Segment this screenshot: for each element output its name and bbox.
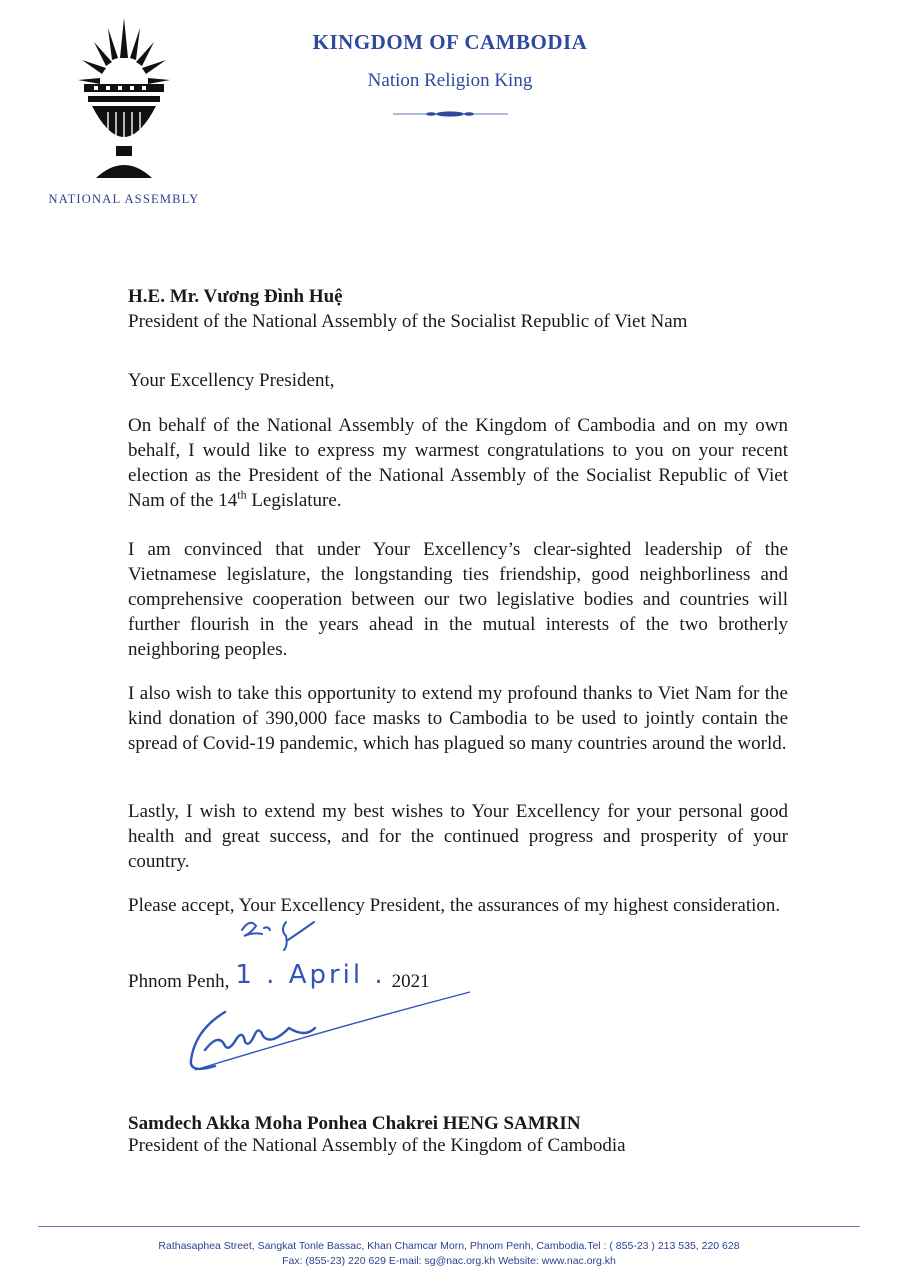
- body-text: On behalf of the National Assembly of the Kingdom of Cambodia and on my own behalf, I would like to express my warmest congratulations to you on your recent election as the President of the National Assembly of the Socialist Republic of Viet Nam of the 14: [128, 415, 788, 511]
- signer-name: Samdech Akka Moha Ponhea Chakrei HENG SAMRIN: [128, 1113, 581, 1134]
- body-paragraph: I also wish to take this opportunity to extend my profound thanks to Viet Nam for the kind donation of 390,000 face masks to Cambodia to be used to jointly contain the spread of Covid-19 pandemic, which has plagued so many countries around the world.: [128, 683, 788, 754]
- ordinal-suffix: th: [237, 487, 247, 502]
- recipient-name: H.E. Mr. Vương Đình Huệ: [128, 286, 343, 307]
- footer-address: Rathasaphea Street, Sangkat Tonle Bassac, Khan Chamcar Morn, Phnom Penh, Cambodia.Tel : ( 855-23 ) 213 535, 220 628: [158, 1240, 740, 1252]
- date-year: 2021: [391, 971, 430, 992]
- institution-label: NATIONAL ASSEMBLY: [48, 192, 200, 206]
- handwritten-initials: [240, 912, 320, 952]
- country-heading: KINGDOM OF CAMBODIA: [312, 30, 588, 54]
- recipient-title: President of the National Assembly of the Socialist Republic of Viet Nam: [128, 311, 688, 332]
- footer-divider: [38, 1226, 860, 1227]
- body-paragraph: I am convinced that under Your Excellency’s clear-sighted leadership of the Vietnamese legislature, the longstanding ties friendship, good neighborliness and comprehensive cooperation between our two legislative bodies and countries will further flourish in the years ahead in the mutual interests of the two brotherly neighboring peoples.: [128, 539, 788, 660]
- handwritten-date: 1 . April .: [235, 960, 386, 990]
- date-place: Phnom Penh,: [128, 971, 230, 992]
- salutation: Your Excellency President,: [128, 370, 335, 391]
- national-motto: Nation Religion King: [367, 70, 533, 91]
- footer-contact: Fax: (855-23) 220 629 E-mail: sg@nac.org.kh Website: www.nac.org.kh: [282, 1255, 616, 1267]
- body-paragraph: Lastly, I wish to extend my best wishes to Your Excellency for your personal good health and great success, and for the continued progress and prosperity of your country.: [128, 801, 788, 872]
- body-paragraph: [128, 413, 788, 513]
- body-text: Legislature.: [246, 490, 342, 511]
- closing-paragraph: Please accept, Your Excellency President, the assurances of my highest consideration.: [128, 895, 781, 916]
- national-assembly-emblem: [78, 18, 170, 178]
- ornament-divider: [393, 108, 508, 120]
- signer-title: President of the National Assembly of the Kingdom of Cambodia: [128, 1135, 626, 1156]
- handwritten-signature: [185, 990, 475, 1080]
